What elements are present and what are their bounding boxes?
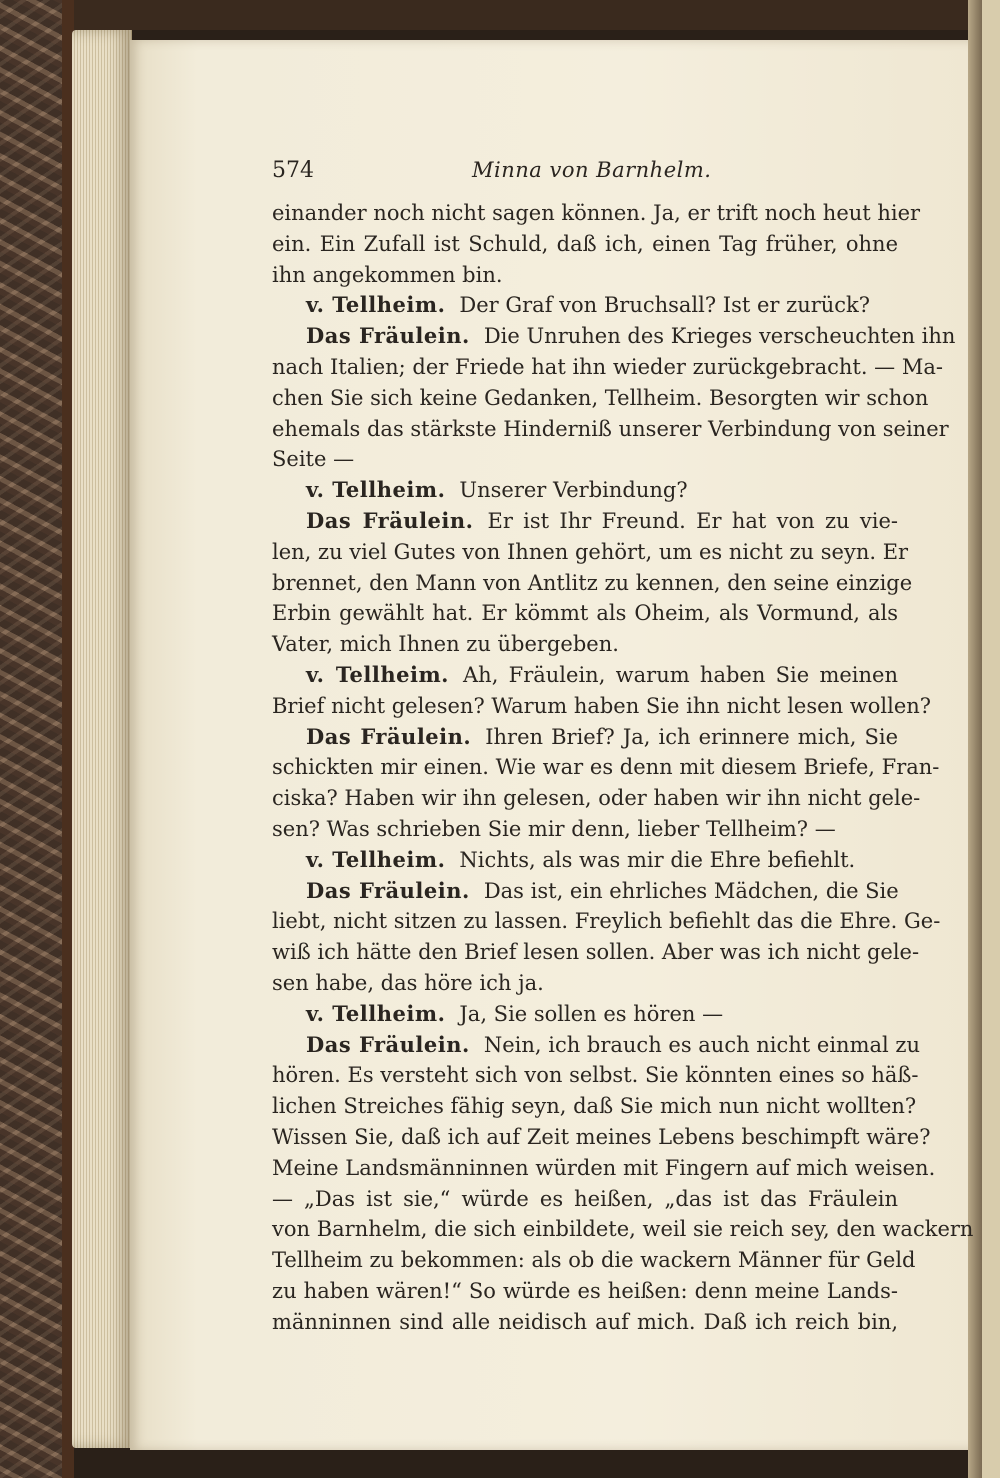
speaker-name: Das Fräulein.: [306, 323, 470, 349]
speaker-name: v. Tellheim.: [306, 477, 446, 503]
line-text: Ihren Brief? Ja, ich erinnere mich, Sie: [485, 724, 899, 749]
text-line: [272, 845, 898, 876]
text-line: [272, 1030, 920, 1061]
line-text: Tellheim zu bekommen: als ob die wackern Männer für Geld: [272, 1248, 916, 1273]
marbled-cover: [0, 0, 70, 1478]
text-line: [272, 229, 898, 260]
speaker-name: v. Tellheim.: [306, 1000, 446, 1026]
text-line: [272, 537, 909, 568]
text-line: [272, 937, 920, 968]
text-line: [272, 752, 940, 783]
line-text: ihn angekommen bin.: [272, 262, 503, 287]
line-text: ciska? Haben wir ihn gelesen, oder haben wir ihn nicht gele-: [272, 786, 921, 811]
line-text: wiß ich hätte den Brief lesen sollen. Aber was ich nicht gele-: [272, 940, 920, 965]
text-line: [272, 722, 898, 753]
line-text: männinnen sind alle neidisch auf mich. Daß ich reich bin,: [272, 1309, 898, 1334]
line-text: Ja, Sie sollen es hören —: [459, 1001, 724, 1026]
text-line: [272, 660, 898, 691]
line-text: liebt, nicht sitzen zu lassen. Freylich befiehlt das die Ehre. Ge-: [272, 909, 941, 934]
text-line: [272, 1184, 898, 1215]
line-text: ein. Ein Zufall ist Schuld, daß ich, einen Tag früher, ohne: [272, 231, 898, 256]
line-text: Unserer Verbindung?: [459, 478, 688, 503]
text-line: [272, 198, 921, 229]
line-text: chen Sie sich keine Gedanken, Tellheim. Besorgten wir schon: [272, 385, 929, 410]
text-line: [272, 876, 898, 907]
text-line: [272, 444, 898, 475]
line-text: sen? Was schrieben Sie mir denn, lieber Tellheim? —: [272, 816, 836, 841]
line-text: Vater, mich Ihnen zu übergeben.: [272, 632, 619, 657]
text-line: [272, 290, 898, 321]
text-line: [272, 383, 929, 414]
line-text: zu haben wären!“ So würde es heißen: denn meine Lands-: [272, 1278, 898, 1303]
speaker-name: v. Tellheim.: [306, 846, 446, 872]
body-text: [272, 198, 974, 1337]
text-line: [272, 1276, 898, 1307]
text-line: [272, 906, 941, 937]
text-line: [272, 414, 949, 445]
speaker-name: Das Fräulein.: [306, 877, 470, 903]
line-text: Die Unruhen des Krieges verscheuchten ihn: [483, 324, 956, 349]
line-text: Meine Landsmänninnen würden mit Fingern auf mich weisen.: [272, 1155, 936, 1180]
line-text: Wissen Sie, daß ich auf Zeit meines Lebens beschimpft wäre?: [272, 1124, 931, 1149]
line-text: — „Das ist sie,“ würde es heißen, „das ist das Fräulein: [272, 1186, 898, 1211]
speaker-name: v. Tellheim.: [306, 661, 449, 687]
running-title: Minna von Barnhelm.: [472, 158, 712, 182]
line-text: Der Graf von Bruchsall? Ist er zurück?: [459, 293, 871, 318]
line-text: Nichts, als was mir die Ehre befiehlt.: [459, 847, 856, 872]
line-text: ehemals das stärkste Hinderniß unserer Verbindung von seiner: [272, 416, 949, 441]
page-edges: [72, 30, 132, 1448]
text-line: [272, 1122, 931, 1153]
line-text: Erbin gewählt hat. Er kömmt als Oheim, als Vormund, als: [272, 601, 898, 626]
line-text: hören. Es versteht sich von selbst. Sie könnten eines so häß-: [272, 1063, 919, 1088]
facing-page-edge: [982, 0, 1000, 1478]
text-line: [272, 1214, 974, 1245]
text-line: [272, 999, 898, 1030]
gutter-shadow: [968, 0, 982, 1478]
page-number: 574: [272, 158, 314, 183]
text-line: [272, 691, 932, 722]
cover-top: [60, 0, 1000, 30]
text-line: [272, 475, 898, 506]
line-text: von Barnhelm, die sich einbildete, weil sie reich sey, den wackern: [272, 1217, 974, 1242]
line-text: Nein, ich brauch es auch nicht einmal zu: [483, 1032, 920, 1057]
speaker-name: v. Tellheim.: [306, 292, 446, 318]
text-line: [272, 1307, 898, 1338]
line-text: len, zu viel Gutes von Ihnen gehört, um es nicht zu seyn. Er: [272, 539, 909, 564]
text-line: [272, 1060, 919, 1091]
text-line: [272, 260, 898, 291]
text-line: [272, 814, 898, 845]
line-text: Das ist, ein ehrliches Mädchen, die Sie: [483, 878, 899, 903]
speaker-name: Das Fräulein.: [306, 1031, 470, 1057]
line-text: Brief nicht gelesen? Warum haben Sie ihn nicht lesen wollen?: [272, 693, 932, 718]
text-line: [272, 1153, 936, 1184]
line-text: sen habe, das höre ich ja.: [272, 970, 544, 995]
text-line: [272, 1245, 916, 1276]
text-line: [272, 352, 943, 383]
text-line: [272, 629, 898, 660]
text-line: [272, 506, 898, 537]
line-text: Er ist Ihr Freund. Er hat von zu vie-: [487, 508, 899, 533]
text-line: [272, 321, 956, 352]
text-line: [272, 568, 913, 599]
page-header: [272, 158, 892, 192]
line-text: lichen Streiches fähig seyn, daß Sie mich nun nicht wollten?: [272, 1094, 917, 1119]
text-line: [272, 1091, 917, 1122]
line-text: einander noch nicht sagen können. Ja, er trift noch heut hier: [272, 201, 921, 225]
speaker-name: Das Fräulein.: [306, 723, 472, 749]
line-text: schickten mir einen. Wie war es denn mit diesem Briefe, Fran-: [272, 755, 940, 780]
line-text: nach Italien; der Friede hat ihn wieder zurückgebracht. — Ma-: [272, 354, 943, 379]
line-text: Ah, Fräulein, warum haben Sie meinen: [463, 662, 898, 687]
line-text: brennet, den Mann von Antlitz zu kennen, den seine einzige: [272, 570, 913, 595]
text-line: [272, 598, 898, 629]
text-line: [272, 783, 921, 814]
speaker-name: Das Fräulein.: [306, 507, 474, 533]
line-text: Seite —: [272, 447, 355, 472]
text-line: [272, 968, 898, 999]
